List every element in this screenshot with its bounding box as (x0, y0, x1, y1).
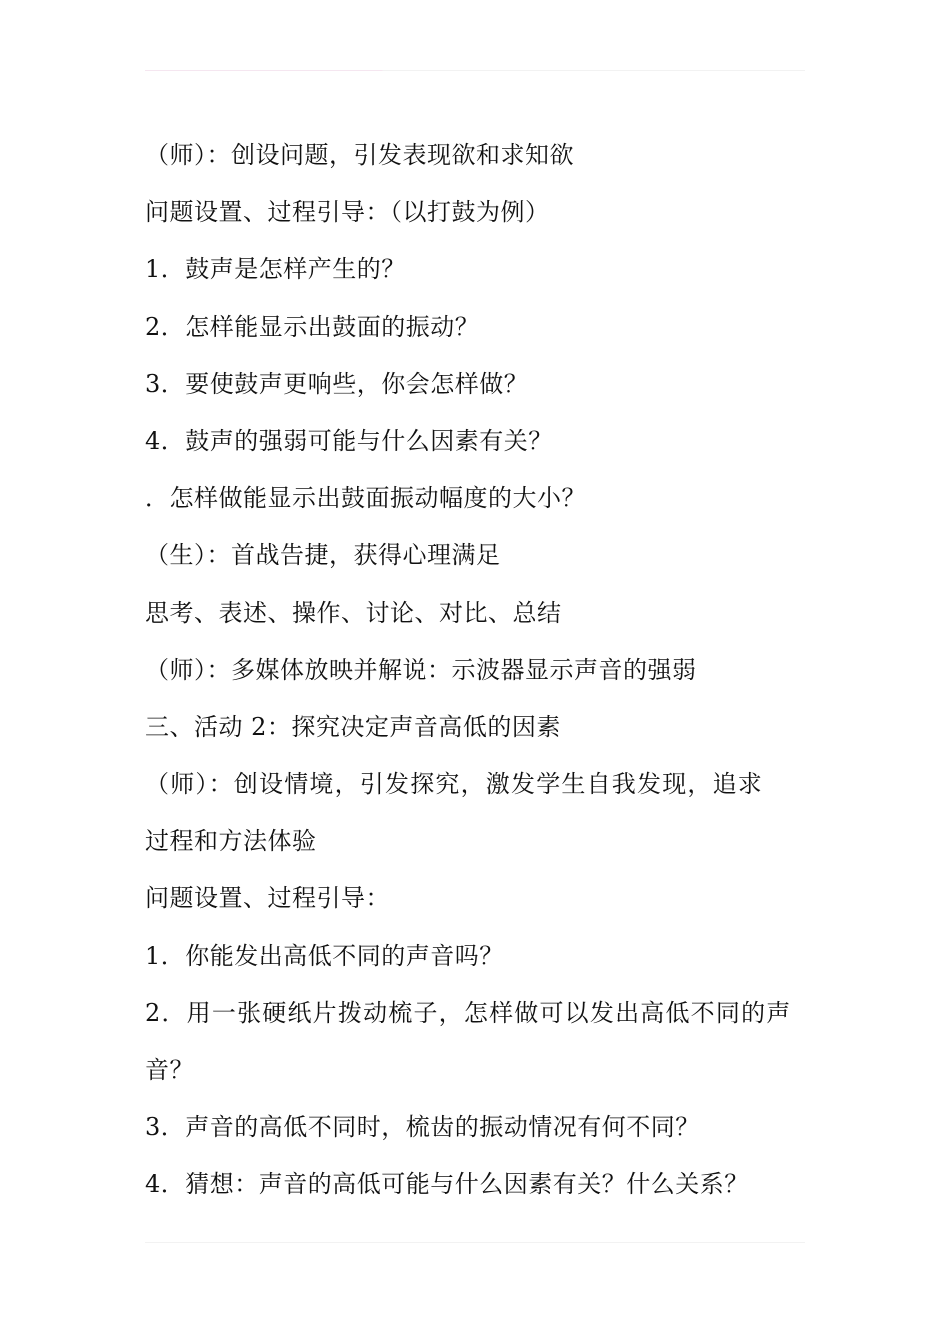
header-rule (145, 70, 805, 71)
text-line: 4．鼓声的强弱可能与什么因素有关？ (145, 426, 553, 455)
text-line: 2．用一张硬纸片拨动梳子，怎样做可以发出高低不同的声 (145, 998, 792, 1027)
text-line: 3．要使鼓声更响些，你会怎样做？ (145, 369, 529, 398)
text-line: ．怎样做能显示出鼓面振动幅度的大小？ (145, 484, 586, 513)
text-line: （师）：创设问题，引发表现欲和求知欲 (145, 141, 574, 169)
text-line: 问题设置、过程引导： (145, 884, 390, 913)
document-body (145, 127, 810, 1214)
text-line: 1．鼓声是怎样产生的？ (145, 255, 406, 284)
text-line: 思考、表述、操作、讨论、对比、总结 (145, 598, 562, 627)
text-line: 过程和方法体验 (145, 827, 317, 856)
text-line: 4．猜想：声音的高低可能与什么因素有关？什么关系？ (145, 1170, 749, 1199)
text-line: 3．声音的高低不同时，梳齿的振动情况有何不同？ (145, 1113, 700, 1142)
text-line: 问题设置、过程引导：（以打鼓为例） (145, 198, 550, 227)
text-line: （生）：首战告捷，获得心理满足 (145, 541, 501, 570)
text-line: 2．怎样能显示出鼓面的振动？ (145, 312, 480, 341)
section-heading: 三、活动 2：探究决定声音高低的因素 (145, 712, 561, 741)
footer-rule (145, 1242, 805, 1243)
text-line: （师）：多媒体放映并解说：示波器显示声音的强弱 (145, 655, 697, 684)
text-line: 1．你能发出高低不同的声音吗？ (145, 941, 504, 970)
text-line: 音？ (145, 1056, 194, 1084)
text-line: （师）：创设情境，引发探究，激发学生自我发现，追求 (145, 770, 763, 799)
